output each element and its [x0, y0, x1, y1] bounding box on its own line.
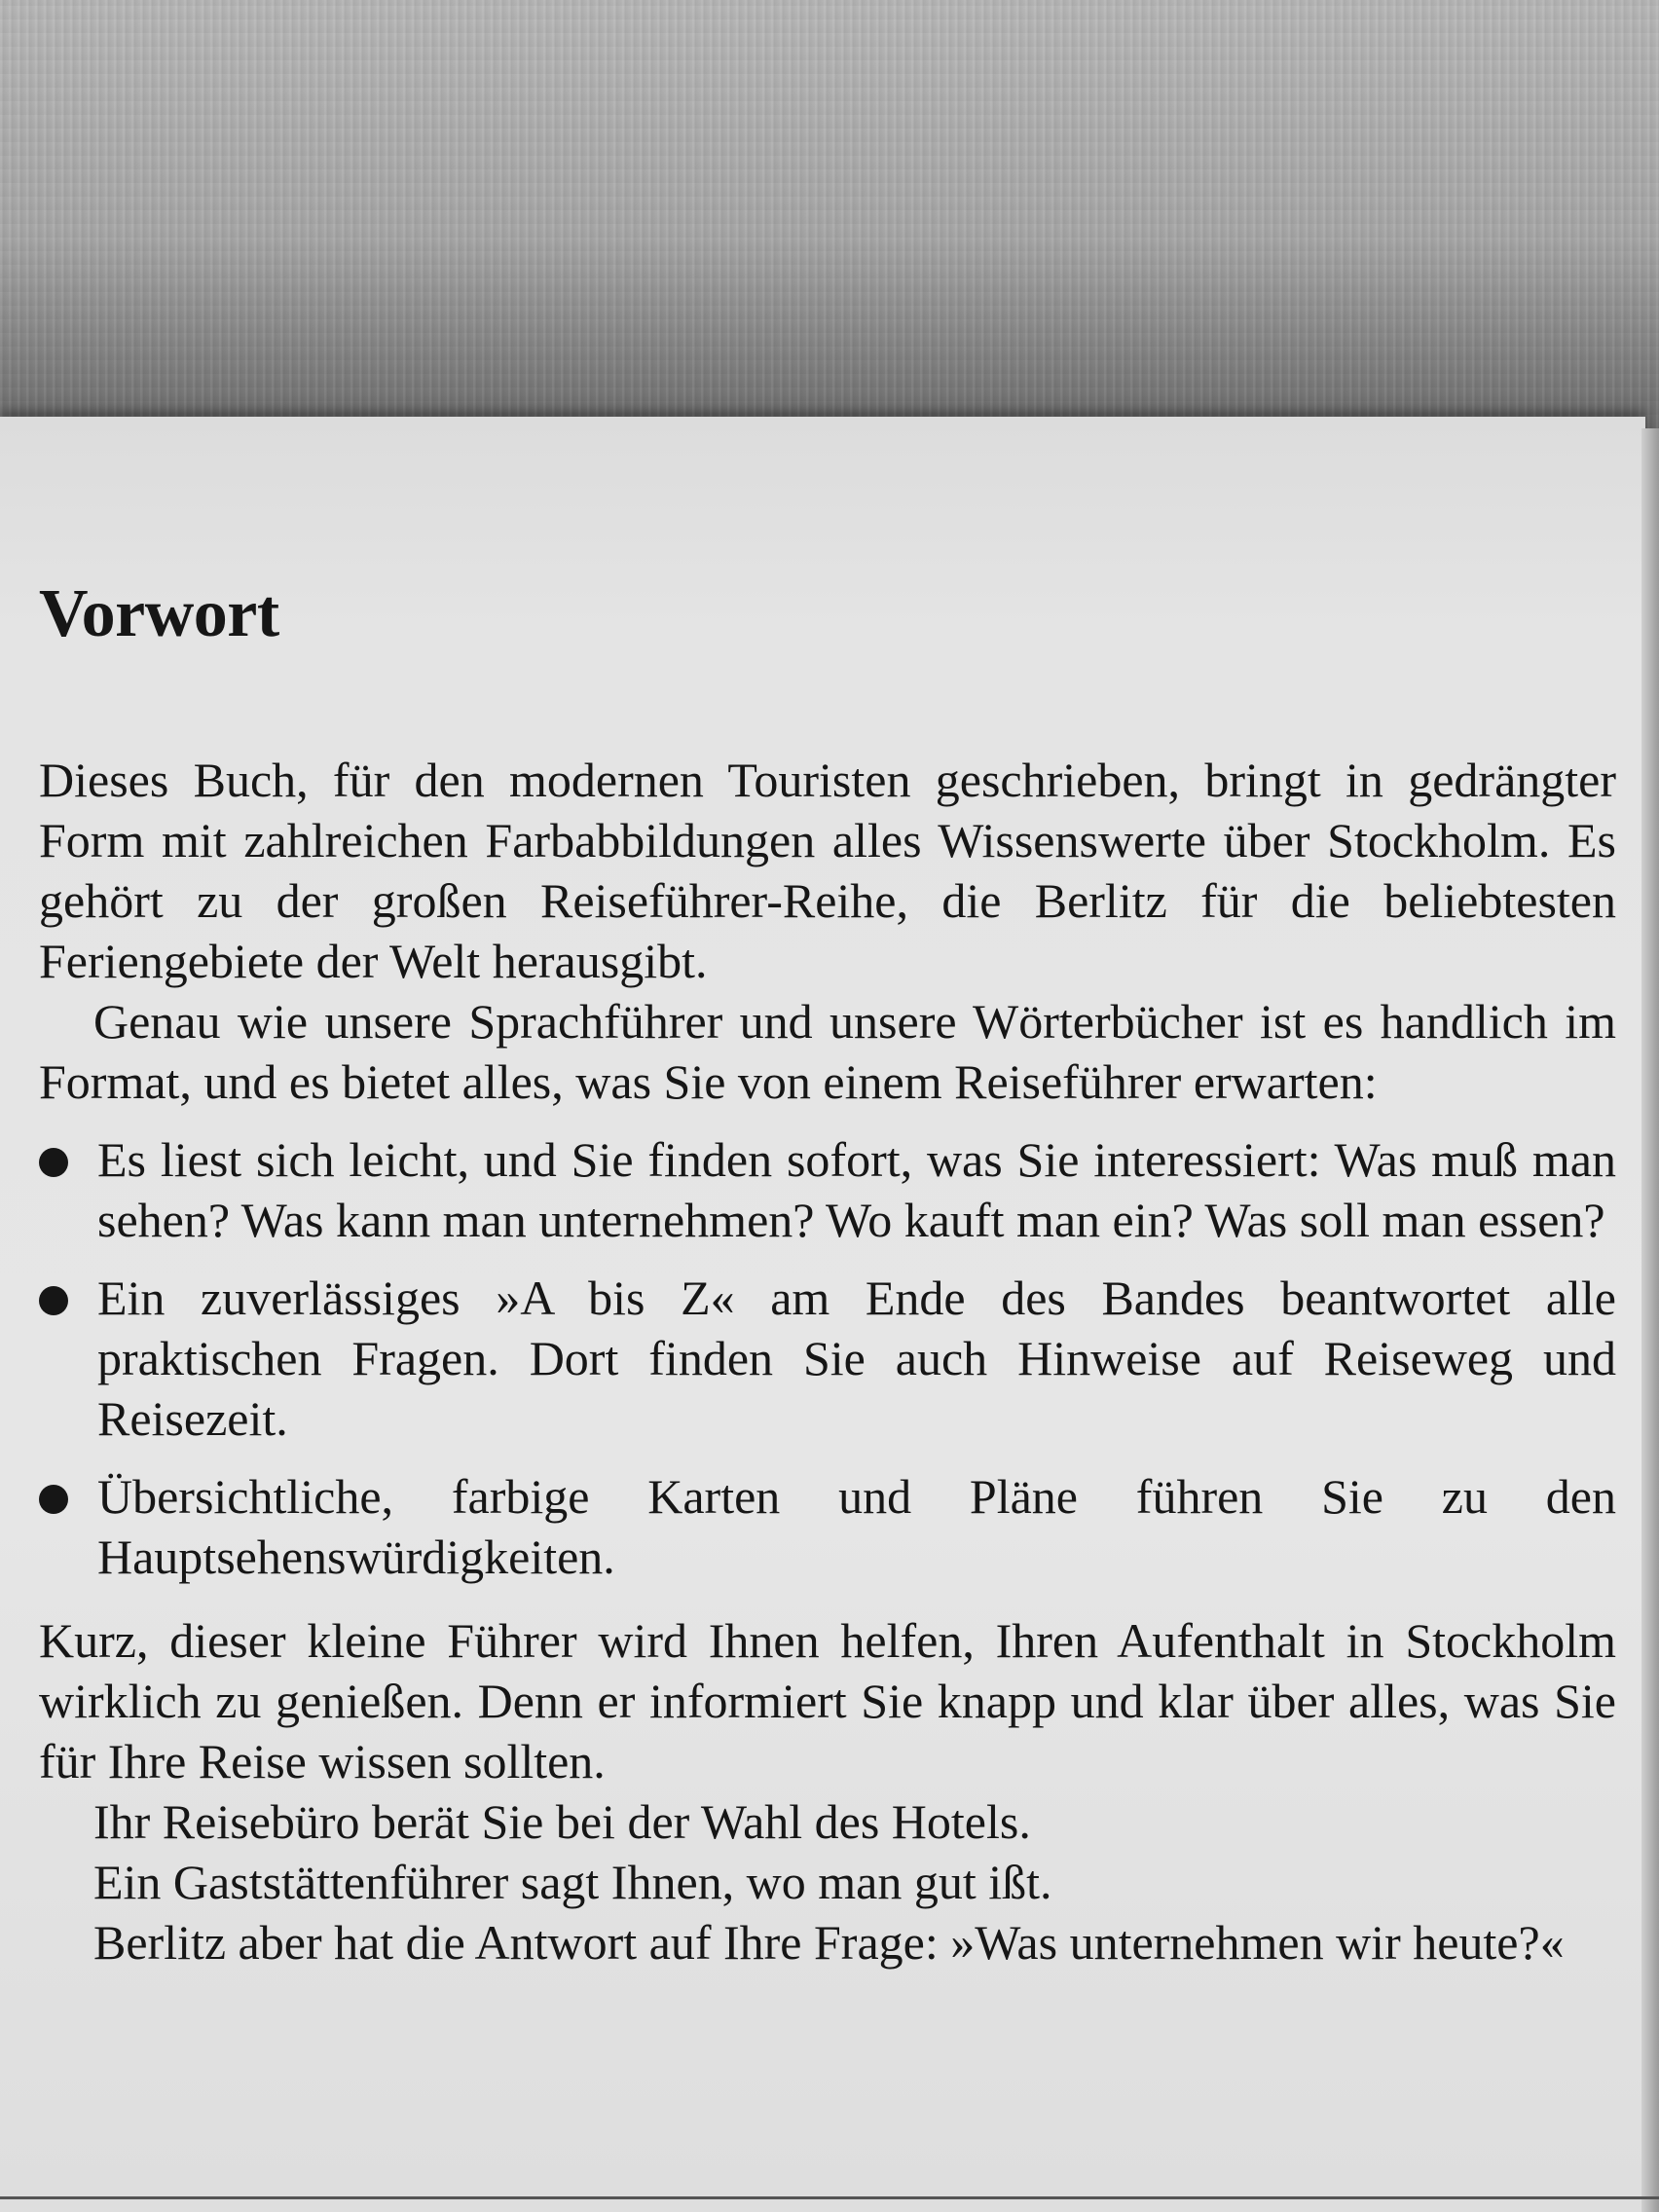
feature-list — [39, 1129, 1616, 1587]
closing-paragraph-2: Ihr Reisebüro berät Sie bei der Wahl des Hotels. — [93, 1794, 1031, 1849]
page-title: Vorwort — [39, 576, 279, 651]
bullet-icon — [39, 1485, 68, 1514]
closing-paragraph-1: Kurz, dieser kleine Führer wird Ihnen helfen, Ihren Aufenthalt in Stockholm wirklich zu genießen. Denn er informiert Sie knapp und klar über alles, was Sie für Ihre Reise wissen sollten. — [39, 1613, 1616, 1788]
intro-paragraph-2: Genau wie unsere Sprachführer und unsere Wörterbücher ist es handlich im Format, und es bietet alles, was Sie von einem Reiseführer erwarten: — [39, 994, 1616, 1109]
list-item-text: Ein zuverlässiges »A bis Z« am Ende des Bandes beantwortet alle praktischen Fragen. Dort finden Sie auch Hinweise auf Reiseweg und Reisezeit. — [97, 1271, 1616, 1446]
background-surface — [0, 0, 1659, 428]
list-item — [39, 1129, 1616, 1250]
bottom-rule — [0, 2196, 1659, 2199]
closing-paragraph-3: Ein Gaststättenführer sagt Ihnen, wo man gut ißt. — [93, 1855, 1052, 1909]
list-item-text: Übersichtliche, farbige Karten und Pläne führen Sie zu den Hauptsehenswürdigkeiten. — [97, 1469, 1616, 1584]
bullet-icon — [39, 1148, 68, 1177]
page-edge — [1641, 428, 1659, 2212]
intro-paragraph-1: Dieses Buch, für den modernen Touristen geschrieben, bringt in gedrängter Form mit zahlreichen Farbabbildungen alles Wissenswerte über Stockholm. Es gehört zu der großen Reiseführer-Reihe, die Berlitz für die beliebtesten Feriengebiete der Welt herausgibt. — [39, 753, 1616, 988]
list-item-text: Es liest sich leicht, und Sie finden sofort, was Sie interessiert: Was muß man sehen? Was kann man unternehmen? Wo kauft man ein? Was soll man essen? — [97, 1132, 1616, 1247]
list-item — [39, 1466, 1616, 1587]
closing-paragraph-4: Berlitz aber hat die Antwort auf Ihre Frage: »Was unternehmen wir heute?« — [93, 1915, 1565, 1970]
page-content — [39, 576, 1616, 1972]
bullet-icon — [39, 1286, 68, 1315]
list-item — [39, 1268, 1616, 1449]
